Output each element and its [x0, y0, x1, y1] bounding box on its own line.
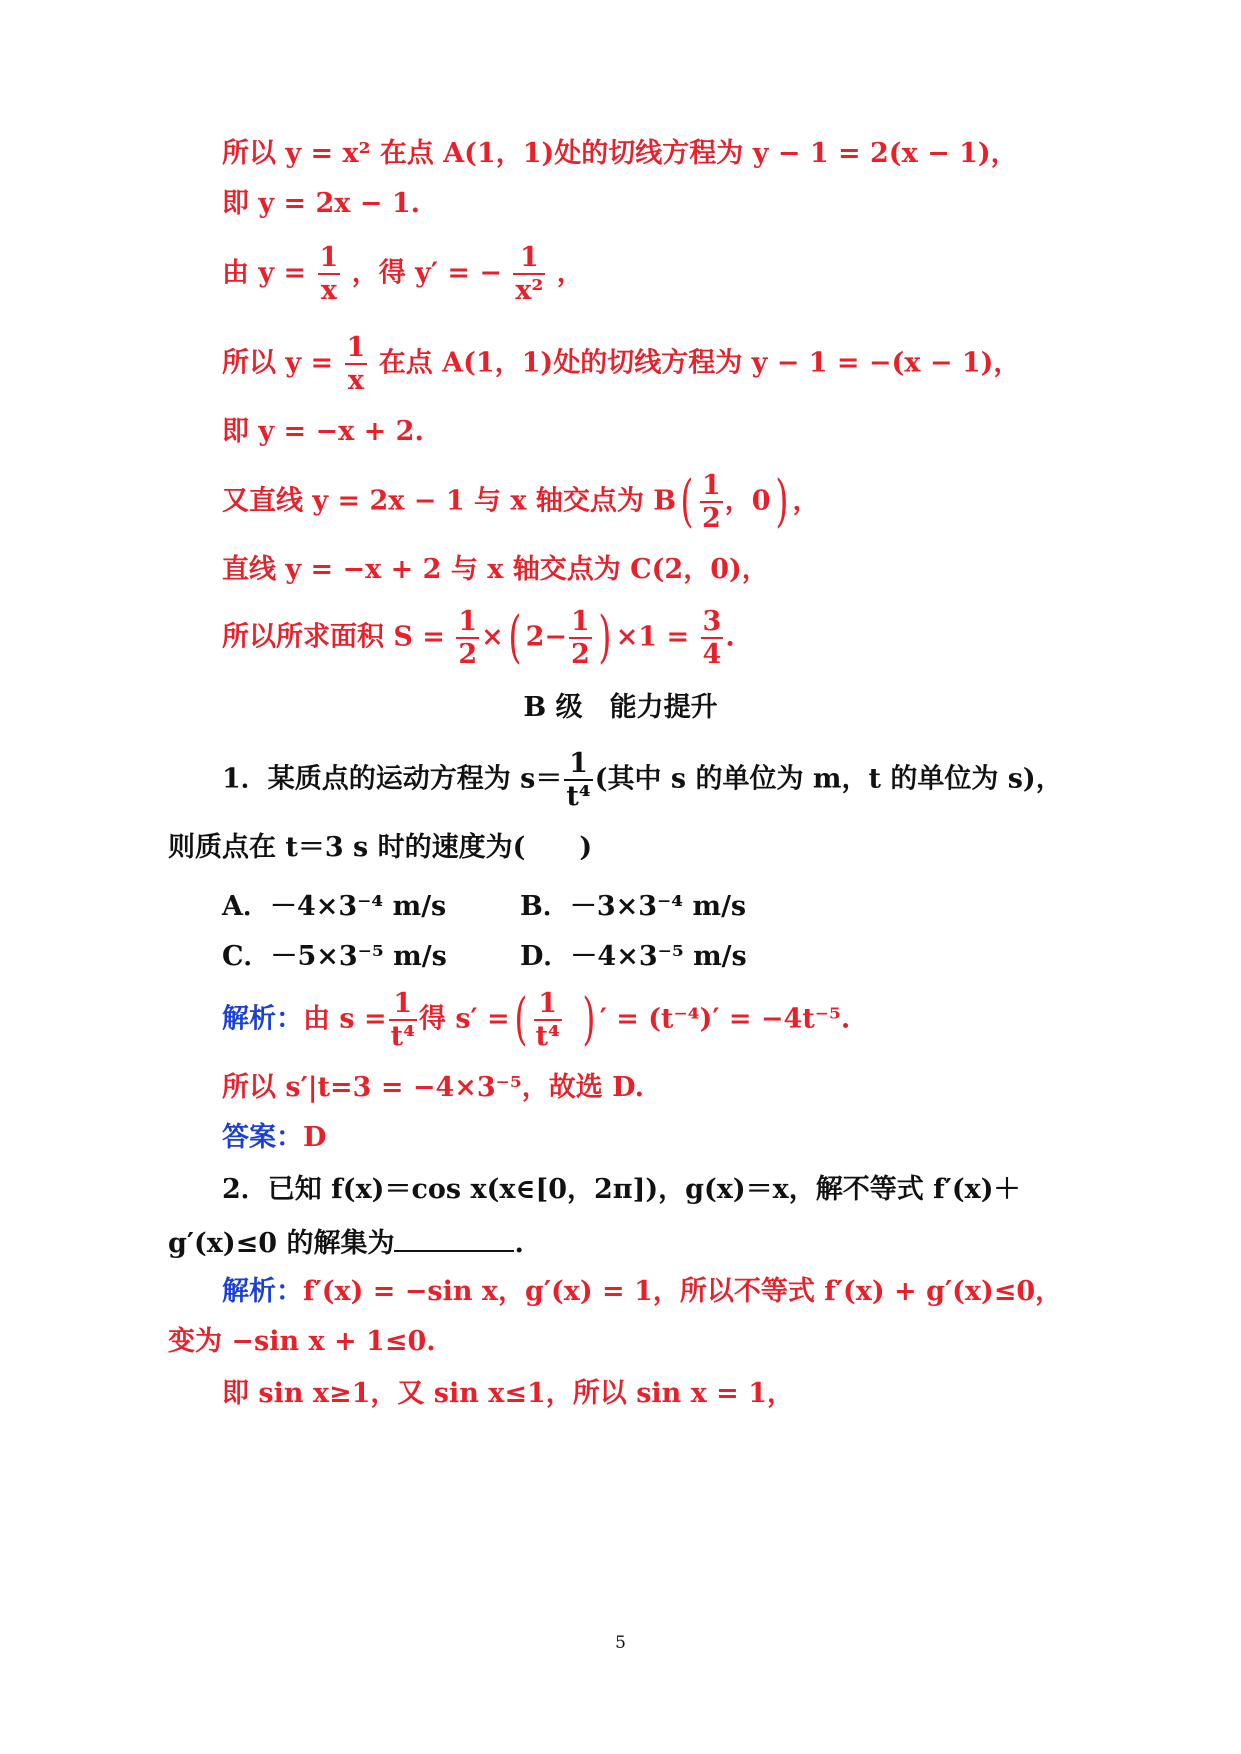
page-number: 5 [615, 1633, 626, 1653]
fraction-1-over-t4: $\frac{1}{\text{t⁴}}$ [535, 988, 560, 1052]
fraction-1-over-x: $\frac{1}{x}$ [319, 242, 339, 306]
text: . [725, 621, 735, 653]
text: 由 y = [222, 257, 307, 289]
text: 变为 −sin x + 1≤0. [168, 1326, 436, 1357]
text: 2．已知 f(x)＝cos x(x∈[0，2π])，g(x)＝x，解不等式 f′(x)＋ [222, 1174, 1021, 1205]
text: 即 sin x≥1，又 sin x≤1，所以 sin x = 1， [222, 1378, 794, 1409]
text: 即 y = −x + 2. [222, 416, 424, 447]
text: ×1 = [615, 621, 690, 653]
q1-analysis-line-2 [222, 1074, 644, 1101]
q1-answer [222, 1124, 326, 1151]
text: ，0 [724, 485, 771, 517]
q2-analysis-line-1 [222, 1278, 1062, 1305]
text: (其中 s 的单位为 m，t 的单位为 s)， [594, 763, 1063, 795]
fraction-1-over-x: $\frac{1}{x}$ [346, 332, 366, 396]
answer-label: 答案： [222, 1122, 303, 1153]
fraction-1-over-t4: $\frac{1}{\text{t⁴}}$ [566, 748, 591, 812]
heading-text: B 级 能力提升 [523, 692, 718, 723]
text: ， [556, 257, 584, 289]
question-1-line-1 [222, 750, 1063, 810]
q1-analysis-line-1: 解析：由 s = $\frac{1}{\text{t⁴}}$ 得 s′ =( $\frac{1}{\text{t⁴}}$ ) ′ = (t⁻⁴)′ = −4t⁻⁵. [222, 987, 851, 1052]
solution-line-7 [222, 556, 769, 583]
text: 2− [525, 621, 568, 653]
solution-line-5 [222, 418, 424, 445]
answer-value: D [303, 1122, 327, 1153]
option-b: B．－3×3⁻⁴ m/s [520, 891, 747, 922]
text: g′(x)≤0 的解集为 [168, 1228, 395, 1259]
answer-blank[interactable] [394, 1226, 514, 1252]
analysis-label: 解析： [222, 1003, 303, 1035]
question-2-line-2 [168, 1226, 524, 1257]
text: ， [792, 485, 820, 517]
text: 即 y = 2x − 1. [222, 188, 421, 219]
solution-line-2 [222, 190, 420, 217]
fraction-1-over-2: $\frac{1}{2}$ [458, 606, 478, 670]
text: 1．某质点的运动方程为 s＝ [222, 763, 563, 795]
q2-analysis-line-3 [222, 1380, 794, 1407]
text: × [481, 621, 504, 653]
text: 又直线 y = 2x − 1 与 x 轴交点为 B [222, 485, 677, 517]
text: 所以所求面积 S = [222, 621, 445, 653]
fraction-1-over-t4: $\frac{1}{\text{t⁴}}$ [390, 988, 415, 1052]
text: ，得 y′ = − [351, 257, 502, 289]
text: 所以 y = [222, 347, 334, 379]
fraction-1-over-x2: $\frac{1}{\text{x²}}$ [515, 242, 544, 306]
analysis-label: 解析： [222, 1276, 303, 1307]
solution-line-8: 所以所求面积 S = $\frac{1}{2}$ ×( 2− $\frac{1}{2}$ ) ×1 = $\frac{3}{4}$ . [222, 605, 735, 670]
solution-line-3 [222, 244, 584, 304]
text: . [514, 1228, 524, 1259]
text: 所以 y = x² 在点 A(1，1)处的切线方程为 y − 1 = 2(x − 1)， [222, 138, 1018, 169]
option-d: D．－4×3⁻⁵ m/s [520, 941, 747, 972]
solution-line-4 [222, 334, 1020, 394]
fraction-1-over-2: $\frac{1}{2}$ [701, 470, 721, 534]
text: ′ = (t⁻⁴)′ = −4t⁻⁵. [599, 1003, 851, 1035]
option-c: C．－5×3⁻⁵ m/s [222, 941, 447, 972]
fraction-3-over-4: $\frac{3}{4}$ [702, 606, 722, 670]
solution-line-6: 又直线 y = 2x − 1 与 x 轴交点为 B( $\frac{1}{2}$ ，0) ， [222, 469, 820, 534]
section-heading [0, 694, 1241, 721]
question-2-line-1 [222, 1176, 1021, 1203]
text: f′(x) = −sin x，g′(x) = 1，所以不等式 f′(x) + g′(x)≤0， [303, 1276, 1063, 1307]
option-a: A．－4×3⁻⁴ m/s [222, 891, 447, 922]
text: 由 s = [303, 1003, 387, 1035]
solution-line-1 [222, 140, 1018, 167]
text: 直线 y = −x + 2 与 x 轴交点为 C(2，0)， [222, 554, 769, 585]
text: 得 s′ = [418, 1003, 510, 1035]
question-1-line-2 [168, 834, 592, 861]
q2-analysis-line-2 [168, 1328, 436, 1355]
text: 在点 A(1，1)处的切线方程为 y − 1 = −(x − 1)， [378, 347, 1021, 379]
text: 则质点在 t＝3 s 时的速度为( ) [168, 832, 593, 863]
fraction-1-over-2: $\frac{1}{2}$ [571, 606, 590, 670]
text: 所以 s′|t=3 = −4×3⁻⁵，故选 D. [222, 1072, 644, 1103]
